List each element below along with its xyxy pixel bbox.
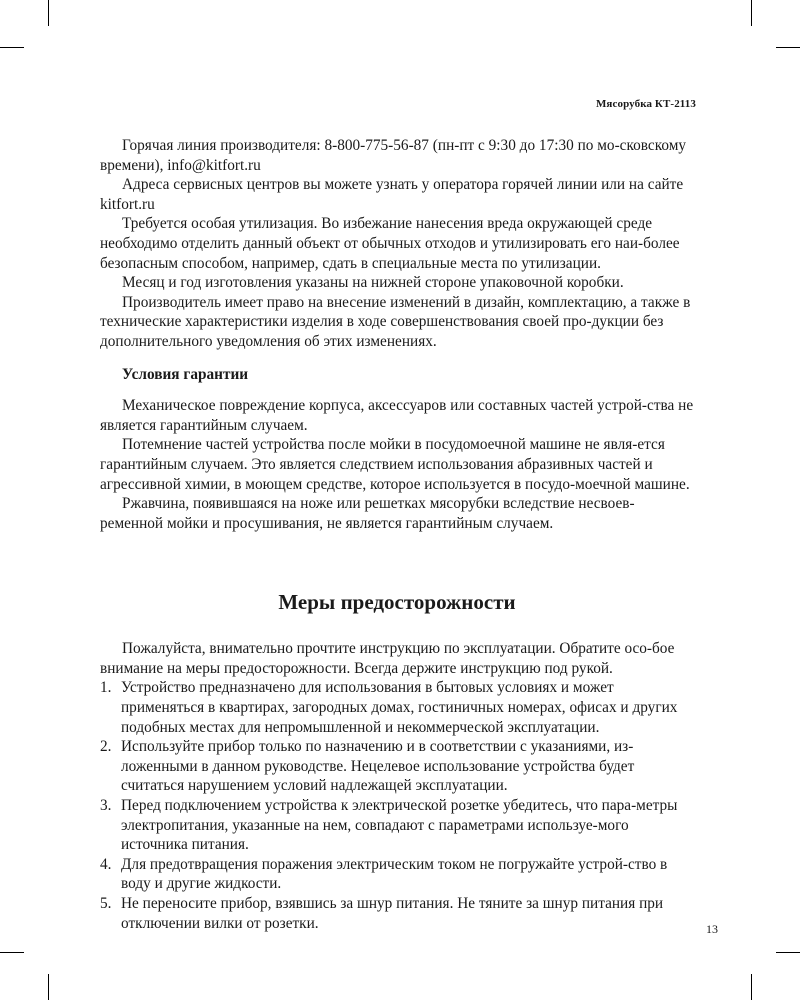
list-item-text: Используйте прибор только по назначению и в соответствии с указаниями, из-ложенными в данном руководстве. Нецелевое использование устройства будет считаться нарушением условий надлежащей эксплуатации. bbox=[121, 738, 635, 795]
list-item bbox=[100, 678, 694, 737]
running-header: Мясорубка КТ-2113 bbox=[595, 98, 696, 110]
crop-mark bbox=[776, 952, 800, 953]
crop-mark bbox=[0, 952, 24, 953]
precautions-intro: Пожалуйста, внимательно прочтите инструкцию по эксплуатации. Обратите осо-бое внимание на меры предосторожности. Всегда держите инструкцию под рукой. bbox=[100, 640, 675, 677]
changes-paragraph: Производитель имеет право на внесение изменений в дизайн, комплектацию, а также в технические характеристики изделия в ходе совершенствования своей про-дукции без дополнительного уведомления об этих изменениях. bbox=[100, 293, 691, 350]
disposal-paragraph: Требуется особая утилизация. Во избежание нанесения вреда окружающей среде необходимо отделить данный объект от обычных отходов и утилизировать его наи-более безопасным способом, например, сдать в специальные места по утилизации. bbox=[100, 215, 680, 272]
precautions-list bbox=[100, 678, 694, 933]
list-item-text: Перед подключением устройства к электрической розетке убедитесь, что пара-метры электропитания, указанные на нем, совпадают с параметрами используе-мого источника питания. bbox=[121, 797, 678, 854]
manufacture-date-paragraph: Месяц и год изготовления указаны на нижней стороне упаковочной коробки. bbox=[122, 274, 624, 292]
list-item bbox=[100, 796, 694, 855]
list-item-text: Для предотвращения поражения электрическим током не погружайте устрой-ство в воду и другие жидкости. bbox=[121, 855, 668, 893]
list-item-number: 5. bbox=[100, 895, 112, 912]
page-number: 13 bbox=[706, 922, 718, 936]
warranty-heading: Условия гарантии bbox=[122, 365, 249, 383]
crop-mark bbox=[0, 47, 24, 48]
crop-mark bbox=[751, 974, 752, 1000]
list-item-number: 3. bbox=[100, 797, 112, 815]
list-item-number: 1. bbox=[100, 679, 112, 697]
crop-mark bbox=[776, 47, 800, 48]
list-item-text: Устройство предназначено для использования в бытовых условиях и может применяться в квартирах, загородных домах, гостиничных номерах, офисах и других подобных местах для непромышленной и некоммерческой эксплуатации. bbox=[121, 679, 678, 736]
warranty-paragraph: Ржавчина, появившаяся на ноже или решетках мясорубки вследствие несвоев-ременной мойки и просушивания, не является гарантийным случаем. bbox=[100, 495, 635, 532]
hotline-paragraph: Горячая линия производителя: 8-800-775-56-87 (пн-пт с 9:30 до 17:30 по мо-сковскому времени), info@kitfort.ru bbox=[100, 137, 687, 174]
list-item bbox=[100, 855, 694, 894]
crop-mark bbox=[48, 0, 49, 26]
list-item-number: 4. bbox=[100, 855, 112, 873]
list-item-number: 2. bbox=[100, 738, 112, 756]
warranty-paragraph: Механическое повреждение корпуса, аксессуаров или составных частей устрой-ства не является гарантийным случаем. bbox=[100, 397, 694, 434]
list-item-text: Не переносите прибор, взявшись за шнур питания. Не тяните за шнур питания при отключении вилки от розетки. bbox=[121, 895, 664, 932]
list-item bbox=[100, 894, 694, 933]
page-content bbox=[100, 136, 694, 933]
service-centers-paragraph: Адреса сервисных центров вы можете узнать у оператора горячей линии или на сайте kitfort.ru bbox=[100, 176, 684, 213]
crop-mark bbox=[751, 0, 752, 26]
precautions-title: Меры предосторожности bbox=[278, 590, 516, 615]
warranty-paragraph: Потемнение частей устройства после мойки в посудомоечной машине не явля-ется гарантийным случаем. Это является следствием использования абразивных частей и агрессивной химии, в моющем средстве, которое используется в посудо-моечной машине. bbox=[100, 436, 690, 493]
crop-mark bbox=[48, 974, 49, 1000]
list-item bbox=[100, 737, 694, 796]
